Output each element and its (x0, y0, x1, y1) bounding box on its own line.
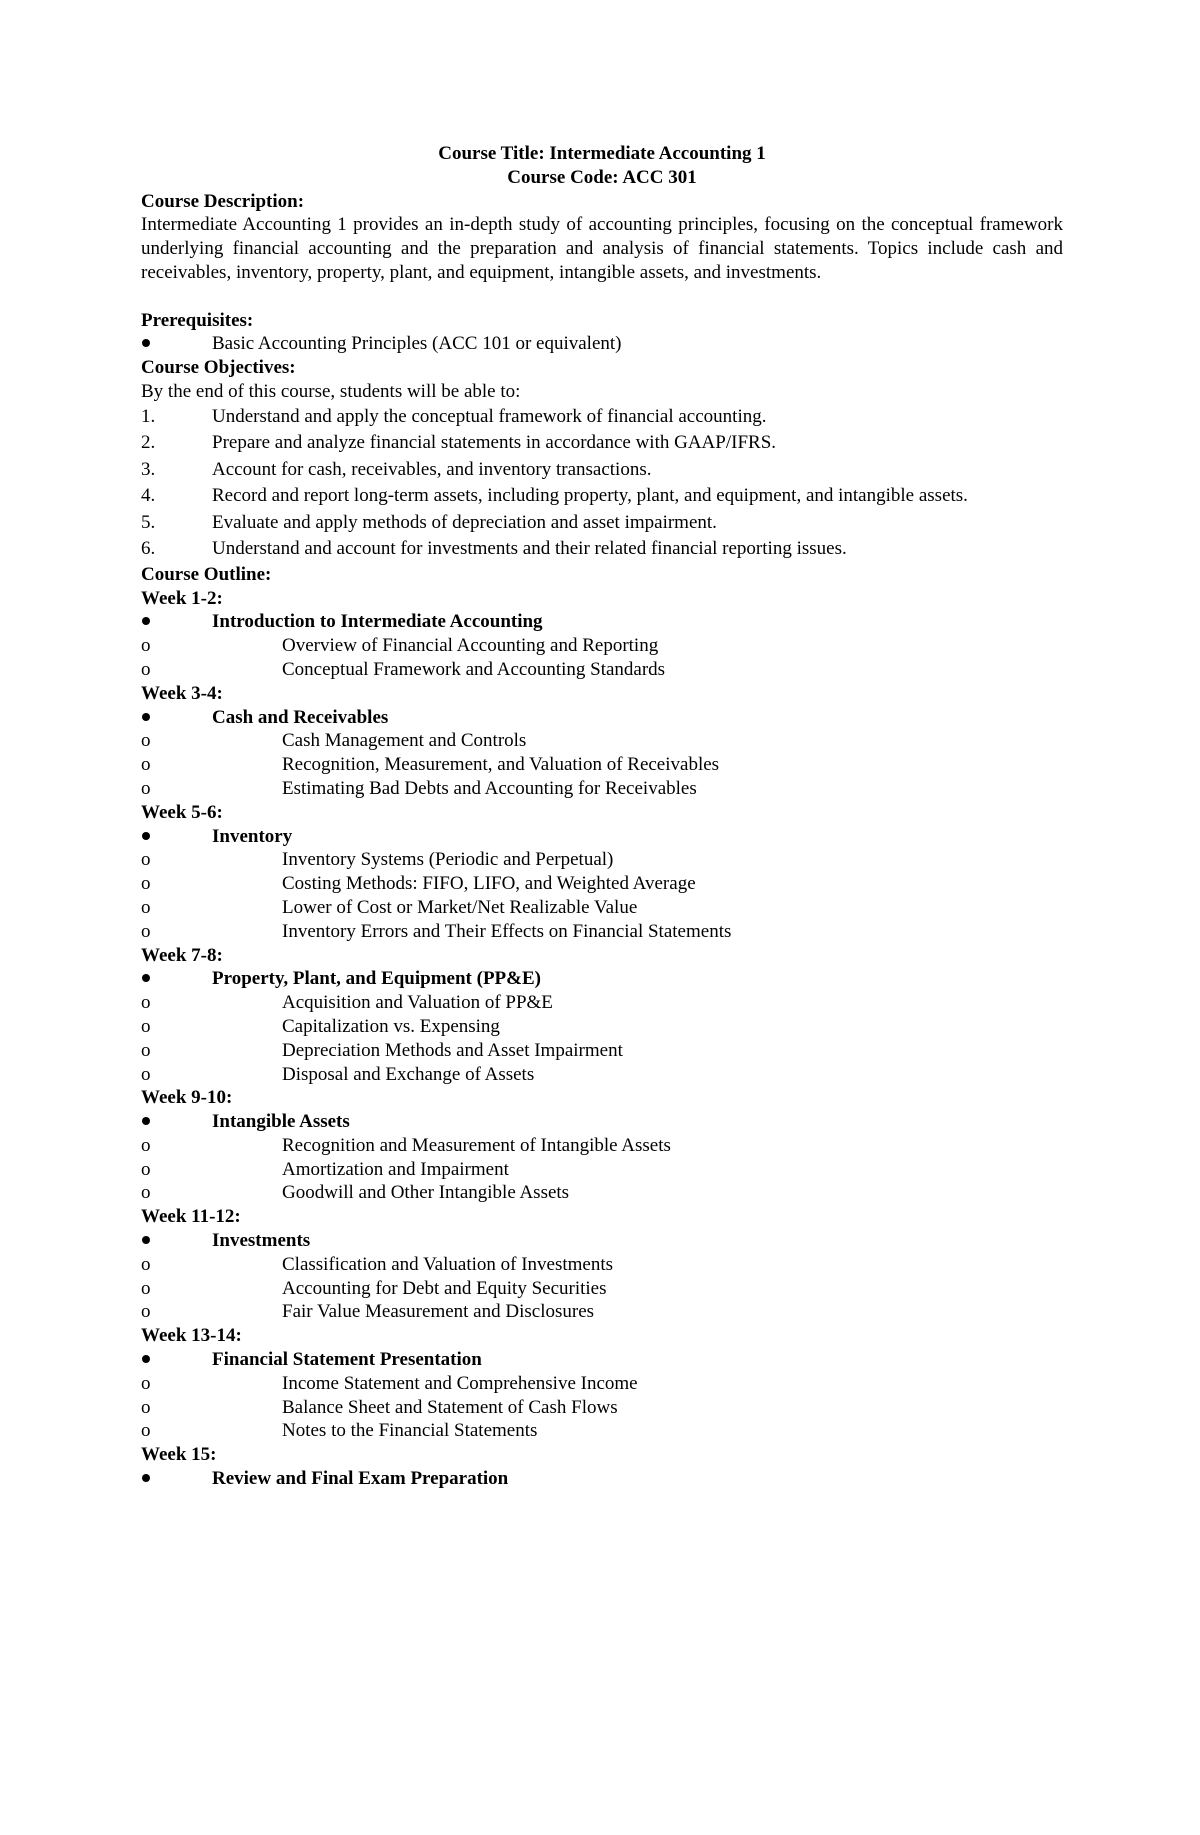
subtopic-text: Acquisition and Valuation of PP&E (282, 992, 553, 1014)
circle-bullet-icon: o (141, 730, 151, 752)
week-label: Week 11-12: (141, 1206, 241, 1228)
objective-text: Understand and account for investments and their related financial reporting issues. (212, 538, 847, 560)
bullet-icon (141, 610, 212, 634)
subtopic-text: Balance Sheet and Statement of Cash Flows (282, 1396, 618, 1418)
document-page (141, 142, 1063, 1491)
subtopic-text: Income Statement and Comprehensive Income (282, 1372, 638, 1394)
week-label: Week 13-14: (141, 1325, 242, 1347)
circle-bullet-icon: o (141, 1039, 151, 1061)
circle-bullet-icon: o (141, 849, 151, 871)
subtopic-item (141, 658, 1063, 682)
subtopic-text: Capitalization vs. Expensing (282, 1015, 500, 1037)
subtopic-text: Conceptual Framework and Accounting Standards (282, 658, 666, 680)
week-topic: Intangible Assets (212, 1111, 350, 1133)
bullet-icon (141, 706, 212, 730)
subtopic-text: Overview of Financial Accounting and Reporting (282, 635, 659, 657)
subtopic-item (141, 1181, 1063, 1205)
circle-bullet-icon: o (141, 1277, 151, 1299)
outline-list (141, 587, 1063, 1491)
circle-bullet-icon: o (141, 920, 151, 942)
bullet-icon (141, 332, 212, 356)
outline-heading: Course Outline: (141, 563, 272, 585)
week-label: Week 7-8: (141, 944, 223, 966)
subtopic-text: Lower of Cost or Market/Net Realizable Value (282, 896, 638, 918)
circle-bullet-icon: o (141, 1182, 151, 1204)
objective-item (141, 457, 1063, 484)
objectives-intro: By the end of this course, students will be able to: (141, 380, 521, 402)
subtopic-item (141, 753, 1063, 777)
week-label: Week 9-10: (141, 1087, 233, 1109)
subtopic-item (141, 1063, 1063, 1087)
subtopic-text: Costing Methods: FIFO, LIFO, and Weighted Average (282, 873, 696, 895)
bullet-icon (141, 1229, 212, 1253)
week-topic: Introduction to Intermediate Accounting (212, 611, 543, 633)
week-label: Week 1-2: (141, 587, 223, 609)
subtopic-item (141, 777, 1063, 801)
subtopic-item (141, 872, 1063, 896)
circle-bullet-icon: o (141, 1420, 151, 1442)
week-topic-item (141, 1229, 1063, 1253)
week-label: Week 15: (141, 1444, 217, 1466)
objective-item (141, 404, 1063, 431)
subtopic-text: Recognition, Measurement, and Valuation of Receivables (282, 754, 720, 776)
subtopic-text: Cash Management and Controls (282, 730, 527, 752)
subtopic-text: Estimating Bad Debts and Accounting for Receivables (282, 777, 697, 799)
course-title: Course Title: Intermediate Accounting 1 (438, 143, 766, 164)
prerequisite-text: Basic Accounting Principles (ACC 101 or equivalent) (212, 333, 622, 355)
week-topic-item (141, 967, 1063, 991)
circle-bullet-icon: o (141, 896, 151, 918)
objective-item (141, 430, 1063, 457)
subtopic-text: Notes to the Financial Statements (282, 1420, 538, 1442)
objective-text: Evaluate and apply methods of depreciation and asset impairment. (212, 511, 717, 533)
course-code: Course Code: ACC 301 (507, 166, 697, 188)
week-label: Week 5-6: (141, 801, 223, 823)
circle-bullet-icon: o (141, 1396, 151, 1418)
objectives-list (141, 404, 1063, 563)
circle-bullet-icon: o (141, 873, 151, 895)
subtopic-item (141, 1277, 1063, 1301)
circle-bullet-icon: o (141, 658, 151, 680)
subtopic-item (141, 1396, 1063, 1420)
subtopic-text: Depreciation Methods and Asset Impairment (282, 1039, 623, 1061)
week-topic: Inventory (212, 825, 293, 847)
subtopic-item (141, 1253, 1063, 1277)
week-topic-item (141, 1110, 1063, 1134)
subtopic-item (141, 991, 1063, 1015)
subtopic-text: Classification and Valuation of Investments (282, 1253, 614, 1275)
week-topic: Property, Plant, and Equipment (PP&E) (212, 968, 541, 990)
subtopic-text: Accounting for Debt and Equity Securities (282, 1277, 607, 1299)
week-topic-item (141, 1348, 1063, 1372)
week-topic-item (141, 706, 1063, 730)
objective-text: Understand and apply the conceptual framework of financial accounting. (212, 405, 767, 427)
objective-number: 6. (141, 538, 156, 560)
subtopic-item (141, 1419, 1063, 1443)
circle-bullet-icon: o (141, 992, 151, 1014)
week-label: Week 3-4: (141, 682, 223, 704)
week-topic-item (141, 825, 1063, 849)
objective-number: 5. (141, 511, 156, 533)
description-text: Intermediate Accounting 1 provides an in-depth study of accounting principles, focusing on the conceptual framework underlying financial accounting and the preparation and analysis of financial statements. Topics include cash and receivables, inventory, property, plant, and equipment, intangible assets, and investments. (141, 214, 1063, 283)
subtopic-item (141, 1134, 1063, 1158)
subtopic-item (141, 1015, 1063, 1039)
circle-bullet-icon: o (141, 1372, 151, 1394)
subtopic-item (141, 729, 1063, 753)
week-topic: Financial Statement Presentation (212, 1349, 482, 1371)
objective-number: 4. (141, 485, 156, 507)
objective-item (141, 510, 1063, 537)
objective-item (141, 483, 1063, 510)
subtopic-item (141, 920, 1063, 944)
week-topic: Review and Final Exam Preparation (212, 1468, 509, 1490)
bullet-icon (141, 1348, 212, 1372)
bullet-icon (141, 1467, 212, 1491)
bullet-icon (141, 825, 212, 849)
spacer (141, 285, 1063, 309)
objective-text: Account for cash, receivables, and inventory transactions. (212, 458, 652, 480)
objective-number: 2. (141, 432, 156, 454)
subtopic-text: Recognition and Measurement of Intangible Assets (282, 1134, 671, 1156)
circle-bullet-icon: o (141, 777, 151, 799)
objective-number: 1. (141, 405, 156, 427)
subtopic-item (141, 1300, 1063, 1324)
circle-bullet-icon: o (141, 1134, 151, 1156)
bullet-icon (141, 967, 212, 991)
subtopic-item (141, 634, 1063, 658)
objective-text: Prepare and analyze financial statements in accordance with GAAP/IFRS. (212, 432, 777, 454)
objective-item (141, 536, 1063, 563)
objective-number: 3. (141, 458, 156, 480)
subtopic-text: Disposal and Exchange of Assets (282, 1063, 535, 1085)
circle-bullet-icon: o (141, 1253, 151, 1275)
circle-bullet-icon: o (141, 1063, 151, 1085)
description-heading: Course Description: (141, 190, 305, 212)
subtopic-item (141, 1372, 1063, 1396)
circle-bullet-icon: o (141, 635, 151, 657)
subtopic-text: Goodwill and Other Intangible Assets (282, 1182, 570, 1204)
week-topic-item (141, 1467, 1063, 1491)
circle-bullet-icon: o (141, 1158, 151, 1180)
circle-bullet-icon: o (141, 1015, 151, 1037)
circle-bullet-icon: o (141, 1301, 151, 1323)
subtopic-text: Amortization and Impairment (282, 1158, 509, 1180)
circle-bullet-icon: o (141, 754, 151, 776)
subtopic-text: Inventory Systems (Periodic and Perpetual) (282, 849, 614, 871)
subtopic-item (141, 1158, 1063, 1182)
subtopic-item (141, 1039, 1063, 1063)
subtopic-item (141, 896, 1063, 920)
week-topic-item (141, 610, 1063, 634)
subtopic-text: Inventory Errors and Their Effects on Financial Statements (282, 920, 732, 942)
week-topic: Investments (212, 1230, 311, 1252)
objectives-heading: Course Objectives: (141, 357, 296, 379)
prerequisite-item (141, 332, 1063, 356)
week-topic: Cash and Receivables (212, 706, 389, 728)
objective-text: Record and report long-term assets, including property, plant, and equipment, and intangible assets. (212, 485, 968, 507)
subtopic-text: Fair Value Measurement and Disclosures (282, 1301, 595, 1323)
prerequisites-heading: Prerequisites: (141, 309, 254, 331)
bullet-icon (141, 1110, 212, 1134)
subtopic-item (141, 848, 1063, 872)
